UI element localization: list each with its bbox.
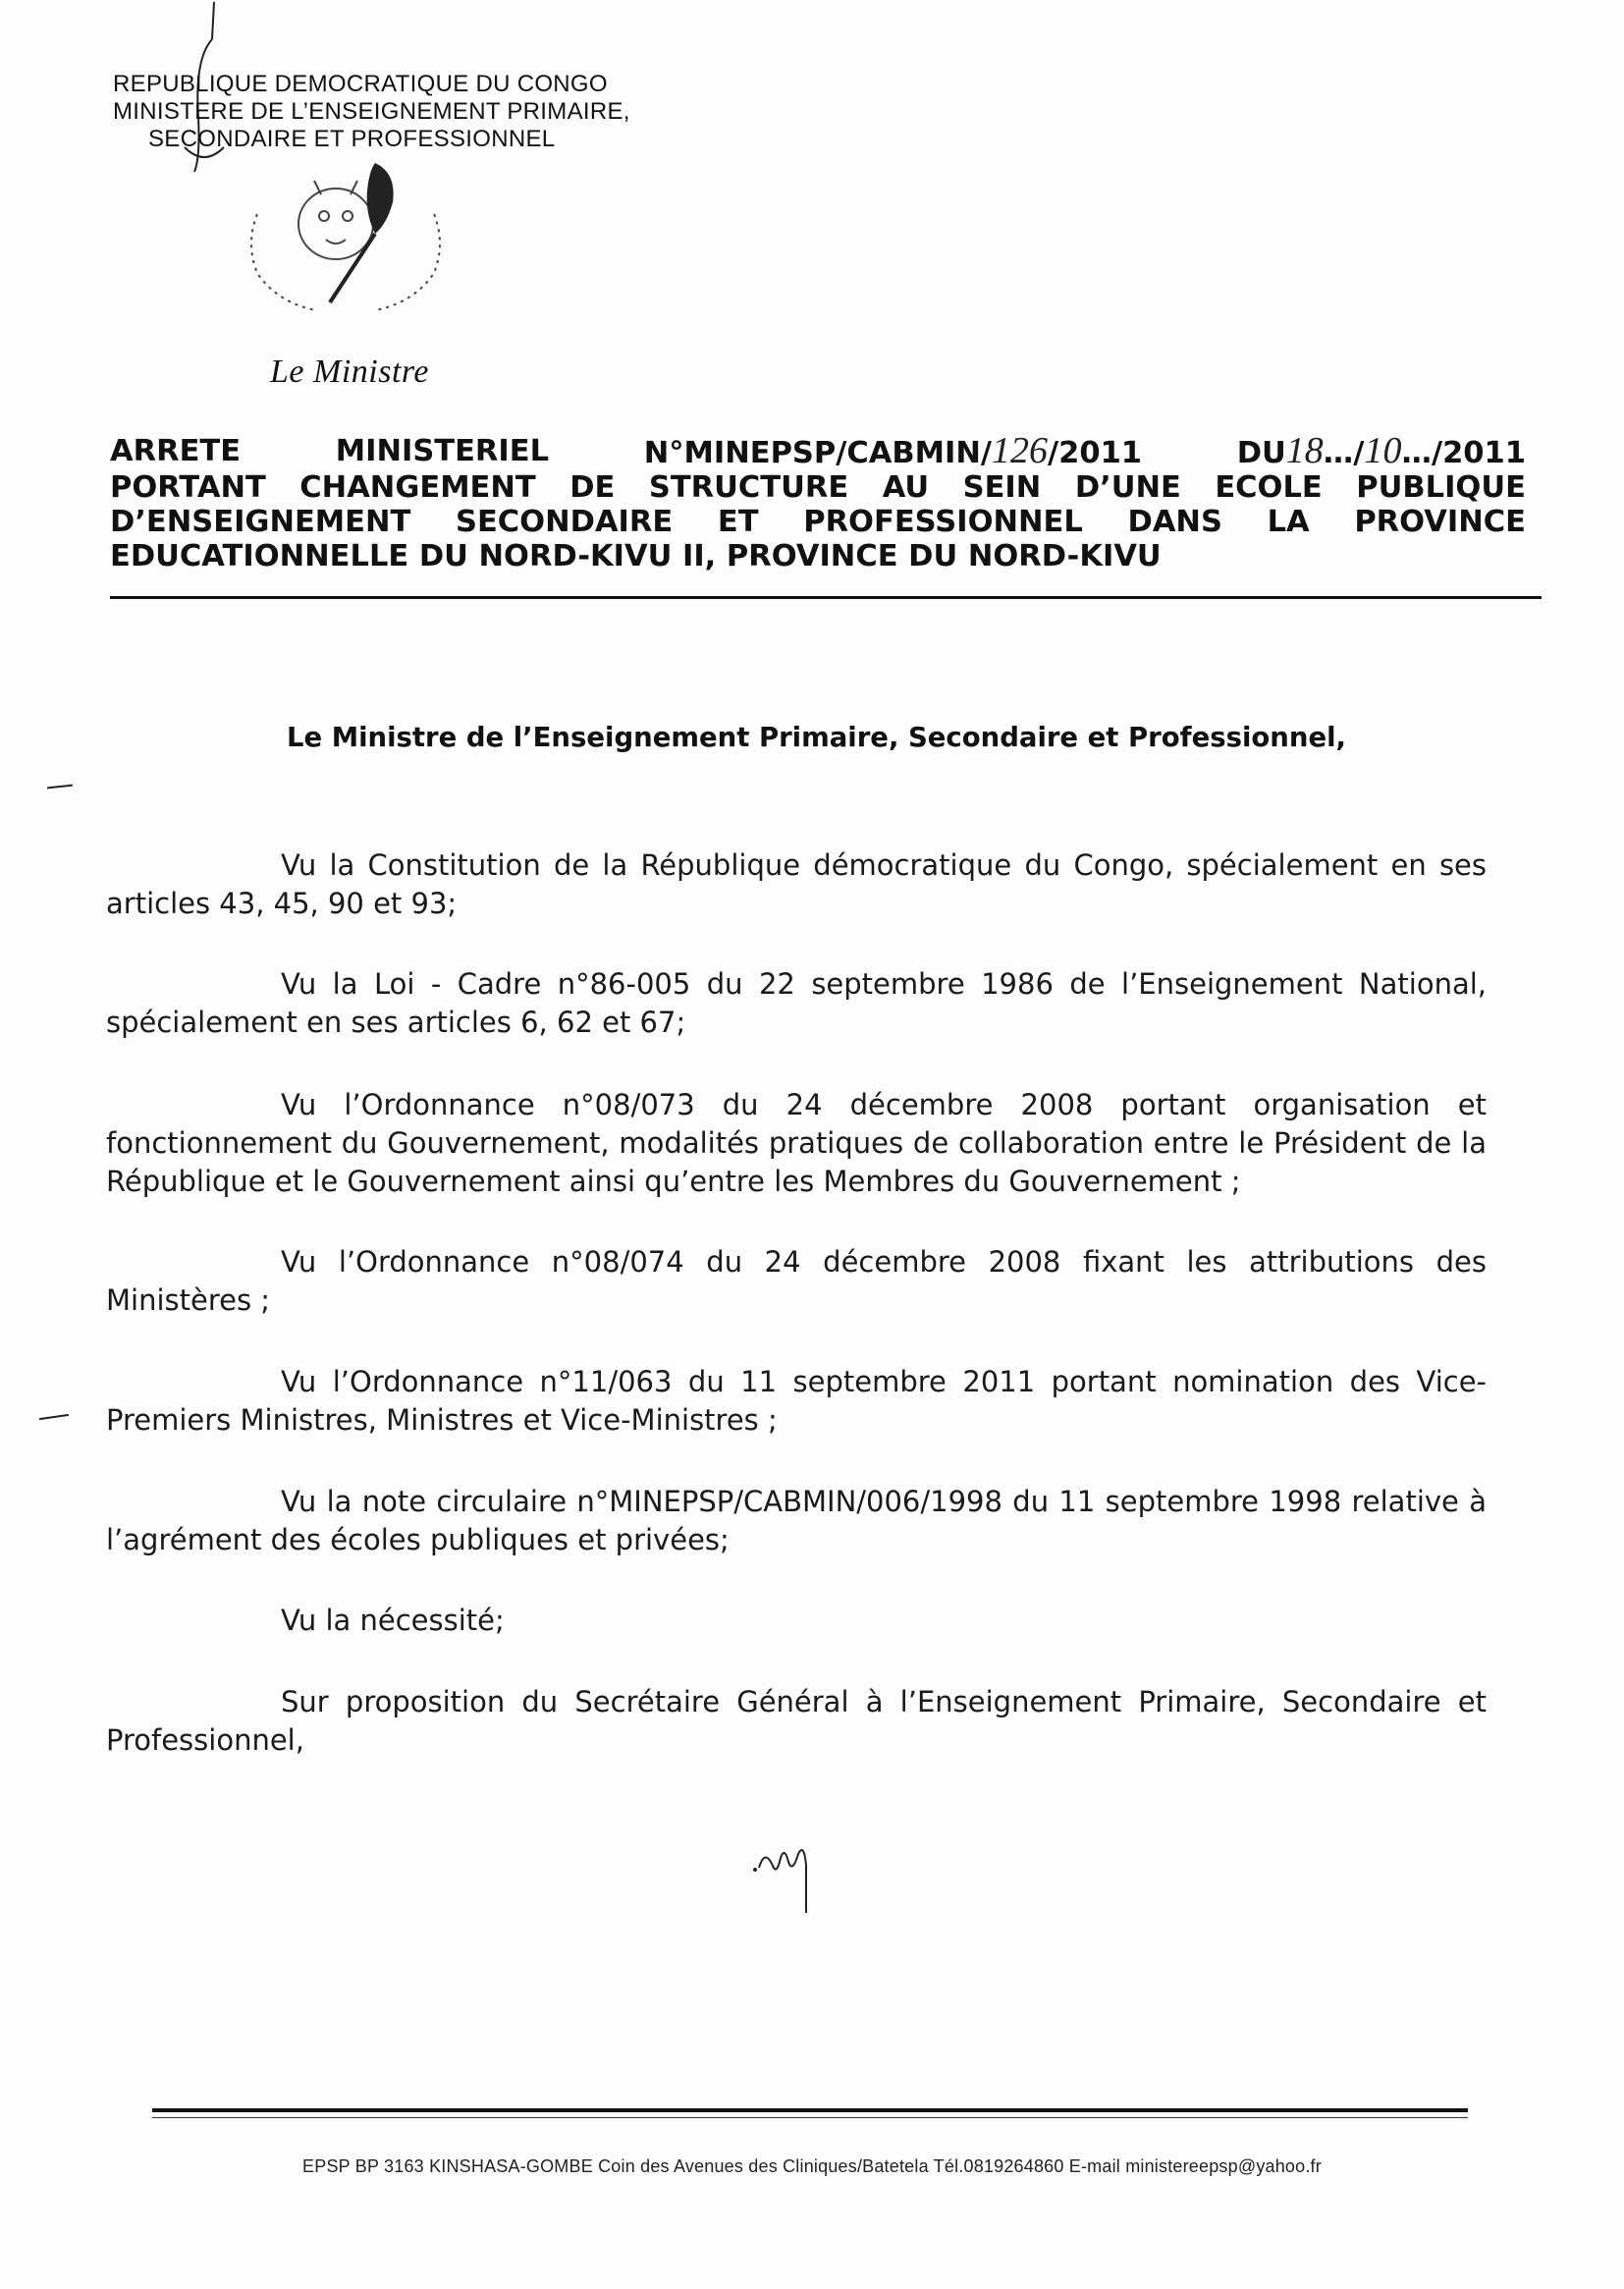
letterhead (113, 71, 630, 153)
decree-word: DE (569, 470, 616, 505)
decree-title-line-1 (110, 430, 1526, 471)
decree-word: SECONDAIRE (456, 505, 674, 539)
decree-word: D’ENSEIGNEMENT (110, 505, 411, 539)
title-underline (110, 596, 1542, 599)
decree-word: STRUCTURE (648, 470, 849, 505)
decree-title-line-3 (110, 505, 1526, 539)
decree-word: PROFESSIONNEL (803, 505, 1083, 539)
decree-word: PUBLIQUE (1356, 470, 1526, 505)
decree-word: CHANGEMENT (299, 470, 536, 505)
decree-title-last-line: EDUCATIONNELLE DU NORD-KIVU II, PROVINCE DU NORD-KIVU (110, 539, 1162, 573)
decree-date-year: …/2011 (1401, 436, 1526, 470)
decree-ref-prefix: N°MINEPSP/CABMIN/ (643, 436, 992, 470)
handwritten-decree-number: 126 (991, 430, 1048, 471)
decree-word: MINISTERIEL (335, 434, 550, 468)
handwritten-initials (751, 1828, 830, 1917)
decree-word: SEIN (962, 470, 1042, 505)
coat-of-arms-emblem (228, 155, 463, 322)
decree-word: PORTANT (110, 470, 266, 505)
handwritten-month: 10 (1364, 430, 1402, 471)
decree-word: ET (717, 505, 759, 539)
decree-word: AU (882, 470, 930, 505)
letterhead-country: REPUBLIQUE DEMOCRATIQUE DU CONGO (113, 71, 608, 97)
decree-date (1236, 430, 1526, 471)
decree-ref-year: /2011 (1047, 436, 1143, 470)
signatory-heading: Le Ministre (270, 354, 429, 390)
consideration-1: Vu la Constitution de la République démocratique du Congo, spécialement en ses articles 43, 45, 90 et 93; (106, 848, 1487, 920)
decree-word: DANS (1127, 505, 1222, 539)
decree-reference (643, 430, 1143, 471)
decree-date-sep: …/ (1323, 436, 1365, 470)
decree-word: ARRETE (110, 434, 242, 468)
consideration-6: Vu la note circulaire n°MINEPSP/CABMIN/006/1998 du 11 septembre 1998 relative à l’agrément des écoles publiques et privées; (106, 1485, 1487, 1556)
consideration-4: Vu l’Ordonnance n°08/074 du 24 décembre 2008 fixant les attributions des Ministères ; (106, 1245, 1487, 1317)
preamble-intro: Le Ministre de l’Enseignement Primaire, Secondaire et Professionnel, (287, 722, 1346, 753)
decree-title-line-2 (110, 470, 1526, 505)
decree-word: ECOLE (1215, 470, 1323, 505)
margin-mark (39, 1414, 69, 1420)
consideration-8: Sur proposition du Secrétaire Général à l’Enseignement Primaire, Secondaire et Professionnel, (106, 1685, 1487, 1757)
decree-word: LA (1267, 505, 1310, 539)
decree-word: PROVINCE (1354, 505, 1526, 539)
decree-title-line-4 (110, 539, 1526, 573)
margin-mark (47, 785, 73, 790)
footer-rule-thin (152, 2117, 1468, 2118)
letterhead-ministry: MINISTERE DE L’ENSEIGNEMENT PRIMAIRE, (113, 98, 630, 125)
decree-word: D’UNE (1074, 470, 1181, 505)
decree-date-label: DU (1236, 436, 1286, 470)
letterhead-ministry-cont: SECONDAIRE ET PROFESSIONNEL (148, 126, 556, 152)
handwritten-day: 18 (1285, 430, 1324, 471)
footer-rule (152, 2108, 1468, 2112)
decree-title (110, 430, 1526, 573)
consideration-2: Vu la Loi - Cadre n°86-005 du 22 septembre 1986 de l’Enseignement National, spécialement en ses articles 6, 62 et 67; (106, 967, 1487, 1039)
consideration-7: Vu la nécessité; (281, 1604, 505, 1637)
consideration-3: Vu l’Ordonnance n°08/073 du 24 décembre 2008 portant organisation et fonctionnement du Gouvernement, modalités pratiques de collaboration entre le Président de la République et le Gouvernement ainsi qu’entre les Membres du Gouvernement ; (106, 1088, 1487, 1198)
footer-address: EPSP BP 3163 KINSHASA-GOMBE Coin des Avenues des Cliniques/Batetela Tél.0819264860 E-mail ministereepsp@yahoo.fr (302, 2156, 1322, 2176)
consideration-5: Vu l’Ordonnance n°11/063 du 11 septembre 2011 portant nomination des Vice-Premiers Ministres, Ministres et Vice-Ministres ; (106, 1365, 1487, 1437)
